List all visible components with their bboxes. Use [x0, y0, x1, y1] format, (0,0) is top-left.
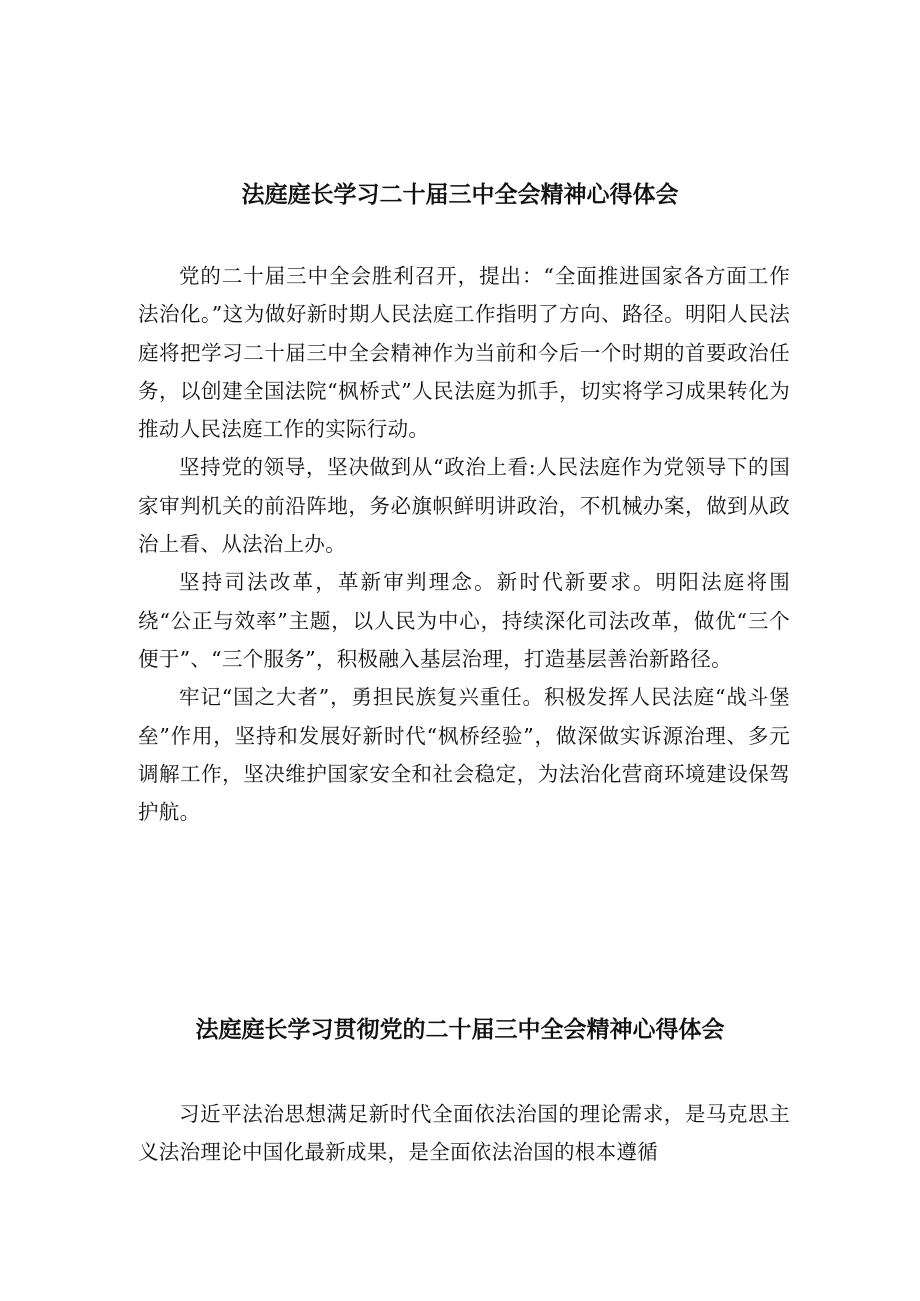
section-1-paragraph-4: 牢记“国之大者”，勇担民族复兴重任。积极发挥人民法庭“战斗堡垒”作用，坚持和发展好新时代“枫桥经验”，做深做实诉源治理、多元调解工作，坚决维护国家安全和社会稳定，为法治化营商环境建设保驾护航。: [138, 685, 790, 825]
section-2-body: [138, 1095, 790, 1172]
section-2-paragraph-1: 习近平法治思想满足新时代全面依法治国的理论需求，是马克思主义法治理论中国化最新成果，是全面依法治国的根本遵循: [138, 1102, 790, 1165]
section-1-paragraph-1: 党的二十届三中全会胜利召开，提出：“全面推进国家各方面工作法治化。”这为做好新时期人民法庭工作指明了方向、路径。明阳人民法庭将把学习二十届三中全会精神作为当前和今后一个时期的首要政治任务，以创建全国法院“枫桥式”人民法庭为抓手，切实将学习成果转化为推动人民法庭工作的实际行动。: [138, 264, 790, 442]
section-1-paragraph-3: 坚持司法改革，革新审判理念。新时代新要求。明阳法庭将围绕“公正与效率”主题，以人民为中心，持续深化司法改革，做优“三个便于”、“三个服务”，积极融入基层治理，打造基层善治新路径。: [138, 570, 790, 671]
section-1-body: [138, 257, 790, 831]
section-1-paragraph-2: 坚持党的领导，坚决做到从“政治上看:人民法庭作为党领导下的国家审判机关的前沿阵地，务必旗帜鲜明讲政治，不机械办案，做到从政治上看、从法治上办。: [138, 455, 790, 557]
section-2-title: 法庭庭长学习贯彻党的二十届三中全会精神心得体会: [195, 1017, 725, 1043]
section-1-title: 法庭庭长学习二十届三中全会精神心得体会: [241, 182, 679, 208]
